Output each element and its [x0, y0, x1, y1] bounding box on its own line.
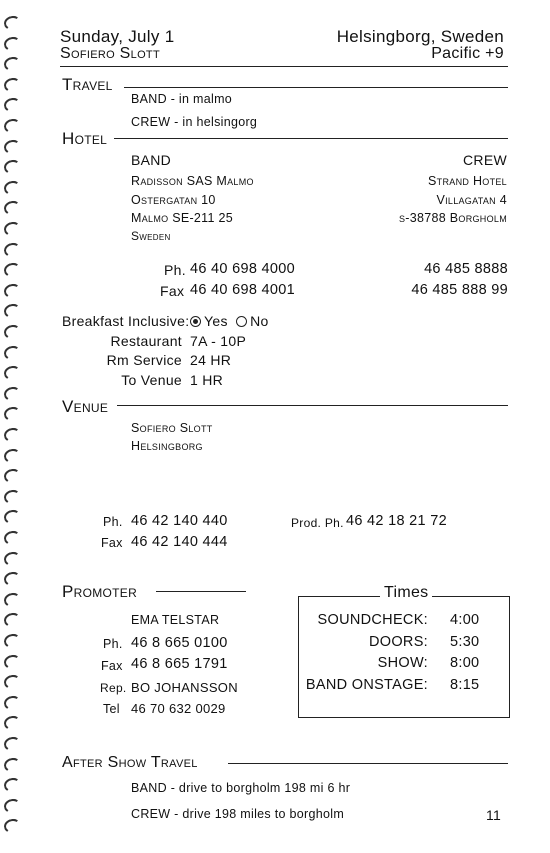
header-venue: Sofiero Slott	[60, 45, 160, 62]
promoter-phone: 46 8 665 0100	[131, 635, 228, 651]
binding-ring	[3, 241, 22, 258]
binding-ring	[3, 818, 22, 835]
binding-ring	[3, 468, 22, 485]
binding-ring	[3, 447, 22, 464]
binding-ring	[3, 756, 22, 773]
travel-band: BAND - in malmo	[131, 92, 233, 106]
to-venue-label: To Venue	[121, 372, 182, 388]
promoter-fax-label: Fax	[101, 659, 123, 673]
travel-heading: Travel	[62, 75, 113, 94]
promoter-rule	[156, 591, 246, 592]
header-divider	[60, 66, 508, 67]
hotel-band-phone: 46 40 698 4000	[190, 261, 295, 277]
room-service-label: Rm Service	[106, 352, 182, 368]
venue-ph-label: Ph.	[103, 515, 123, 529]
restaurant-label: Restaurant	[110, 333, 182, 349]
room-service-value: 24 HR	[190, 352, 232, 368]
venue-heading: Venue	[62, 397, 109, 416]
breakfast-yes-label: Yes	[204, 313, 228, 329]
hotel-crew-fax: 46 485 888 99	[411, 282, 508, 298]
binding-ring	[3, 35, 22, 52]
binding-ring	[3, 200, 22, 217]
venue-fax: 46 42 140 444	[131, 534, 228, 550]
times-row-value: 8:00	[450, 655, 480, 671]
promoter-tel-label: Tel	[103, 702, 120, 716]
binding-ring	[3, 159, 22, 176]
binding-ring	[3, 736, 22, 753]
binding-ring	[3, 385, 22, 402]
travel-crew: CREW - in helsingorg	[131, 115, 258, 129]
venue-phone: 46 42 140 440	[131, 513, 228, 529]
times-row-label: SHOW:	[377, 655, 428, 671]
hotel-rule	[114, 138, 508, 139]
binding-ring	[3, 118, 22, 135]
hotel-crew-city: s-38788 Borgholm	[398, 211, 507, 225]
hotel-fax-label: Fax	[160, 283, 185, 299]
binding-ring	[3, 56, 22, 73]
after-show-band: BAND - drive to borgholm 198 mi 6 hr	[131, 781, 351, 795]
after-show-crew: CREW - drive 198 miles to borgholm	[131, 807, 345, 821]
breakfast-options	[190, 313, 269, 329]
binding-ring	[3, 179, 22, 196]
hotel-band-city: Malmo SE-211 25	[131, 211, 234, 225]
binding-ring	[3, 653, 22, 670]
page-number: 11	[486, 807, 502, 823]
header-timezone: Pacific +9	[431, 45, 504, 62]
binding-ring	[3, 488, 22, 505]
binding-ring	[3, 797, 22, 814]
binding-ring	[3, 591, 22, 608]
binding-ring	[3, 674, 22, 691]
binding-ring	[3, 612, 22, 629]
hotel-band-fax: 46 40 698 4001	[190, 282, 295, 298]
breakfast-no-radio[interactable]	[236, 316, 247, 327]
venue-prod-label: Prod. Ph.	[291, 516, 344, 530]
header-city: Helsingborg, Sweden	[336, 27, 504, 46]
promoter-rep-label: Rep.	[100, 681, 127, 695]
binding-ring	[3, 138, 22, 155]
promoter-heading: Promoter	[62, 582, 138, 601]
hotel-ph-label: Ph.	[164, 262, 186, 278]
after-show-rule	[228, 763, 508, 764]
promoter-tel: 46 70 632 0029	[131, 701, 226, 716]
binding-ring	[3, 282, 22, 299]
times-row-label: DOORS:	[369, 633, 428, 650]
binding-ring	[3, 221, 22, 238]
times-row-label: BAND ONSTAGE:	[305, 676, 428, 693]
restaurant-value: 7A - 10P	[190, 333, 247, 349]
hotel-band-name: Radisson SAS Malmo	[131, 174, 254, 188]
venue-rule	[117, 405, 508, 406]
binding-ring	[3, 550, 22, 567]
binding-ring	[3, 303, 22, 320]
binding-ring	[3, 694, 22, 711]
binding-ring	[3, 15, 22, 32]
breakfast-no-label: No	[250, 313, 269, 329]
venue-fax-label: Fax	[101, 536, 123, 550]
venue-prod-phone: 46 42 18 21 72	[346, 513, 447, 529]
binding-ring	[3, 324, 22, 341]
binding-ring	[3, 571, 22, 588]
binding-ring	[3, 633, 22, 650]
promoter-ph-label: Ph.	[103, 637, 123, 651]
binding-ring	[3, 427, 22, 444]
binding-ring	[3, 97, 22, 114]
hotel-band-street: Ostergatan 10	[131, 193, 216, 207]
hotel-crew-label: CREW	[463, 152, 507, 168]
header-date: Sunday, July 1	[60, 27, 175, 46]
times-row-label: SOUNDCHECK:	[317, 612, 428, 628]
venue-name: Sofiero Slott	[131, 421, 213, 435]
to-venue-value: 1 HR	[190, 372, 224, 388]
hotel-band-country: Sweden	[131, 229, 171, 243]
binding-ring	[3, 262, 22, 279]
times-heading: Times	[380, 584, 432, 602]
hotel-heading: Hotel	[62, 129, 108, 148]
after-show-heading: After Show Travel	[62, 754, 198, 771]
binding-ring	[3, 76, 22, 93]
promoter-name: EMA TELSTAR	[131, 613, 220, 627]
promoter-fax: 46 8 665 1791	[131, 656, 228, 672]
times-row-value: 8:15	[450, 676, 480, 693]
venue-city: Helsingborg	[131, 439, 203, 453]
binding-ring	[3, 344, 22, 361]
travel-rule	[124, 87, 508, 88]
hotel-crew-street: Villagatan 4	[436, 193, 507, 207]
hotel-band-label: BAND	[131, 152, 172, 168]
times-row-value: 4:00	[450, 612, 480, 628]
times-row-value: 5:30	[450, 633, 480, 650]
binding-ring	[3, 715, 22, 732]
binding-ring	[3, 777, 22, 794]
promoter-rep: BO JOHANSSON	[131, 680, 238, 695]
binding-ring	[3, 509, 22, 526]
binding-ring	[3, 365, 22, 382]
hotel-crew-name: Strand Hotel	[428, 174, 507, 188]
breakfast-label: Breakfast Inclusive:	[62, 313, 190, 329]
breakfast-yes-radio[interactable]	[190, 316, 201, 327]
binding-ring	[3, 406, 22, 423]
hotel-crew-phone: 46 485 8888	[424, 261, 508, 277]
binding-ring	[3, 530, 22, 547]
